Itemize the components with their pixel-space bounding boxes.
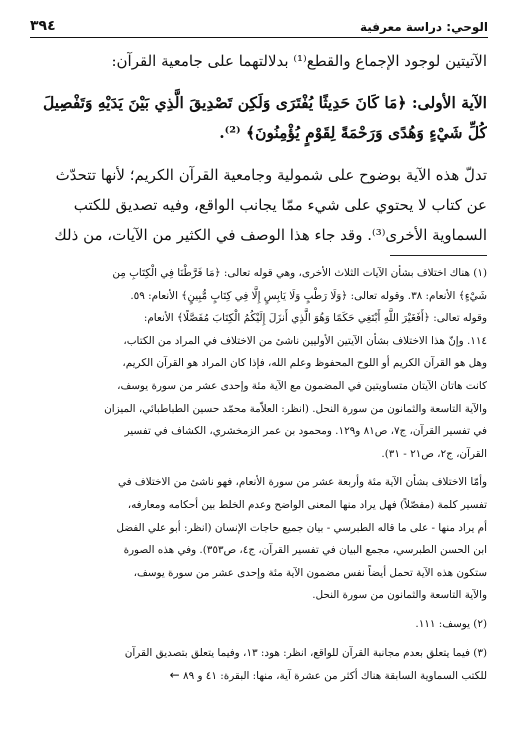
- running-header: [30, 10, 488, 38]
- footnote-line: وقوله تعالى: ﴿أَفَغَيْرَ اللَّهِ أَبْتَغِي حَكَمًا وَهُوَ الَّذِي أَنزَلَ إِلَيْكُمُ الْكِتَابَ مُفَصَّلًا﴾ الأنعام:: [143, 312, 487, 325]
- footnotes: [22, 262, 487, 688]
- footnote-line: ابن الحسن الطبرسي، مجمع البيان في تفسير القرآن، ج٤، ص٣٥٣). وفي هذه الصورة: [123, 544, 487, 557]
- body-line: الآتيتين لوجود الإجماع والقطع⁽¹⁾ بدلالتهما على جامعية القرآن:: [111, 52, 487, 70]
- main-text: [22, 46, 487, 250]
- footnote-line: في تفسير القرآن، ج٧، ص٨١ و١٢٩. ومحمود بن عمر الزمخشري، الكشاف في تفسير: [124, 425, 487, 438]
- footnote-line: (٣) فيما يتعلق بعدم مجانبة القرآن للواقع، انظر: هود: ١٣، وفيما يتعلق بتصديق القرآن: [124, 646, 487, 659]
- body-line: السماوية الأخرى⁽³⁾. وقد جاء هذا الوصف في الكثير من الآيات، من ذلك: [54, 226, 487, 244]
- body-line: تدلّ هذه الآية بوضوح على شمولية وجامعية القرآن الكريم؛ لأنها تتحدّث: [55, 166, 487, 184]
- footnote-line: كانت هاتان الآيتان متساويتين في المضمون مع الآية مئة وإحدى عشر من سورة يوسف،: [117, 379, 487, 392]
- footnote-line: ستكون هذه الآية تحمل أيضاً نفس مضمون الآية مئة وإحدى عشر من سورة يوسف،: [133, 566, 487, 579]
- page-number: ٣٩٤: [30, 18, 56, 34]
- footnote-text: للكتب السماوية السابقة هناك أكثر من عشرة آية، منها: البقرة: ٤١ و ٨٩: [182, 670, 487, 683]
- body-line: عن كتاب لا يحتوي على شيء ممّا يجانب الواقع، وفيه تصديق للكتب: [73, 196, 487, 214]
- footnote-line: وهل هو القرآن الكريم أو اللوح المحفوظ وعلم الله، فإذا كان المراد هو القرآن الكريم،: [122, 357, 487, 370]
- footnote-line: والآية التاسعة والثمانون من سورة النحل. (انظر: العلاّمة محمّد حسين الطباطبائي، الميزان: [104, 402, 487, 415]
- footnote-line: القرآن، ج٢، ص٢١ - ٣١).: [381, 447, 487, 460]
- footnote-line: (١) هناك اختلاف بشأن الآيات الثلاث الأخرى، وهي قوله تعالى: ﴿مَا فَرَّطْنَا فِي الْكِتَابِ مِن: [112, 267, 487, 279]
- footnote-line: أم يراد منها - على ما قاله الطبرسي - بيان جميع حاجات الإنسان (انظر: أبو علي الفضل: [116, 521, 487, 534]
- footnote-line: تفسير كلمة (مفصّلاً) فهل يراد منها المعنى الواضح وعدم الخلط بين أحكامه ومعارفه،: [127, 498, 487, 511]
- footnote-line-last: [22, 664, 487, 688]
- continuation-arrow-icon: ←: [169, 668, 180, 683]
- footnote-line: شَيْءٍ﴾ الأنعام: ٣٨. وقوله تعالى: ﴿وَلَا رَطْبٍ وَلَا يَابِسٍ إِلَّا فِي كِتَابٍ مُّبِينٍ﴾ الأنعام: ٥٩.: [130, 289, 487, 302]
- footnote-line: ١١٤. وإنّ هذا الاختلاف بشأن الآيتين الأوليين ناشئ من الاختلاف في المراد من الكتاب،: [123, 334, 487, 347]
- footnote-line: والآية التاسعة والثمانون من سورة النحل.: [312, 589, 487, 602]
- footnote-line: (٢) يوسف: ١١١.: [415, 617, 487, 630]
- footnote-separator: [390, 255, 487, 256]
- quran-verse-line: كُلِّ شَيْءٍ وَهُدًى وَرَحْمَةً لِقَوْمٍ يُؤْمِنُونَ﴾ ⁽²⁾.: [219, 123, 487, 142]
- running-title: الوحي: دراسة معرفية: [359, 20, 488, 34]
- quran-verse-line: الآية الأولى: ﴿مَا كَانَ حَدِيثًا يُفْتَرَى وَلَكِن تَصْدِيقَ الَّذِي بَيْنَ يَدَيْهِ وَتَفْصِيلَ: [42, 93, 487, 112]
- footnote-line: وأمّا الاختلاف بشأن الآية مئة وأربعة عشر من سورة الأنعام، فهو ناشئ من الاختلاف في: [118, 476, 487, 489]
